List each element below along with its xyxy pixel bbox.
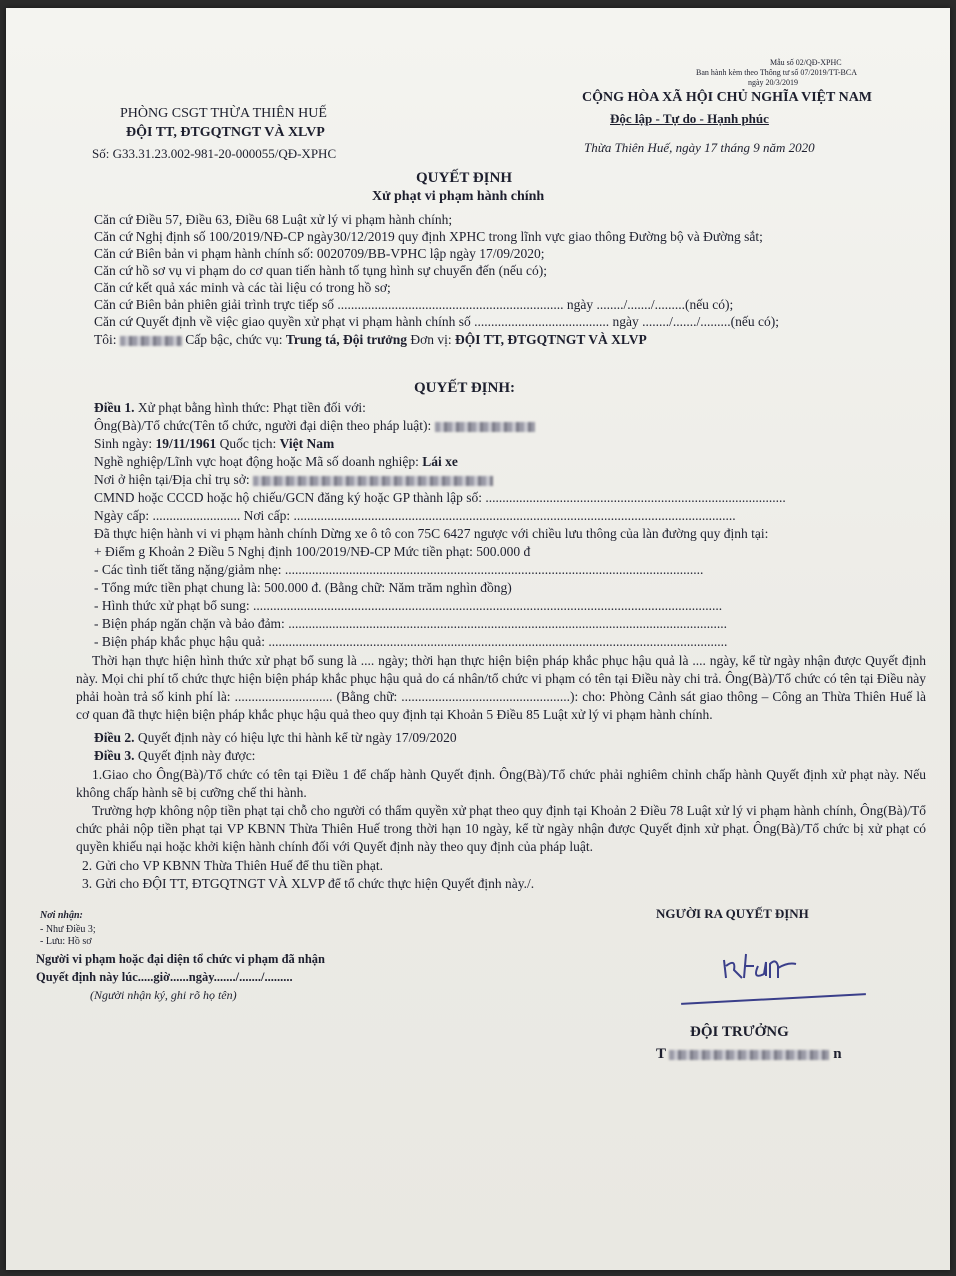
place-date: Thừa Thiên Huế, ngày 17 tháng 9 năm 2020 xyxy=(584,140,815,155)
job-label: Nghề nghiệp/Lĩnh vực hoạt động hoặc Mã số doanh nghiệp: xyxy=(94,454,419,469)
unit-label: Đơn vị: xyxy=(410,332,452,347)
violation-line: Đã thực hiện hành vi vi phạm hành chính Dừng xe ô tô con 75C 6427 ngược với chiều lưu thông của làn đường quy định tại: xyxy=(94,526,769,541)
document-subtitle: Xử phạt vi phạm hành chính xyxy=(372,189,545,204)
officer-prefix: Tôi: xyxy=(94,332,117,347)
redacted-person xyxy=(435,422,535,432)
article-3-text: Quyết định này được: xyxy=(137,748,256,763)
receipt-line-2: Quyết định này lúc.....giờ......ngày......./......./......... xyxy=(36,970,293,984)
person-line xyxy=(94,418,535,434)
article-3-item-2: 2. Gửi cho VP KBNN Thừa Thiên Huế để thu tiền phạt. xyxy=(82,858,383,873)
article-2 xyxy=(94,730,457,746)
article-3-item-3: 3. Gửi cho ĐỘI TT, ĐTGQTNGT VÀ XLVP để tổ chức thực hiện Quyết định này./. xyxy=(82,876,535,891)
officer-line xyxy=(94,332,647,348)
recipient-item: - Lưu: Hồ sơ xyxy=(40,936,92,947)
signer-heading: NGƯỜI RA QUYẾT ĐỊNH xyxy=(656,906,809,921)
basis-line: Căn cứ Nghị định số 100/2019/NĐ-CP ngày30/12/2019 quy định XPHC trong lĩnh vực giao thông Đường bộ và Đường sắt; xyxy=(94,229,763,244)
article-2-text: Quyết định này có hiệu lực thi hành kể từ ngày 17/09/2020 xyxy=(137,730,457,745)
signer-name xyxy=(656,1046,842,1063)
dob-value: 19/11/1961 xyxy=(155,436,217,451)
agency-name: PHÒNG CSGT THỪA THIÊN HUẾ xyxy=(120,106,327,121)
article-1-label: Điều 1. xyxy=(94,400,135,415)
signer-title: ĐỘI TRƯỞNG xyxy=(690,1024,789,1040)
remedy-line: - Biện pháp khắc phục hậu quả: ........................................................................................................................................ xyxy=(94,634,728,649)
form-number: Mẫu số 02/QĐ-XPHC xyxy=(770,58,842,67)
basis-line: Căn cứ kết quả xác minh và các tài liệu có trong hồ sơ; xyxy=(94,280,391,295)
basis-line: Căn cứ Biên bản phiên giải trình trực tiếp số ................................................................... ngày ......../......./.........(nếu có); xyxy=(94,297,734,312)
remedy-paragraph: Thời hạn thực hiện hình thức xử phạt bổ sung là .... ngày; thời hạn thực hiện biện pháp khắc phục hậu quả là .... ngày, kể từ ngày nhận được Quyết định này. Mọi chi phí tổ chức thực hiện biện pháp khắc phục hậu quả do cá nhân/tổ chức vi phạm có tên tại Điều này chi trả. Ông(Bà)/Tổ chức có tên tại Điều này phải hoàn trả số kinh phí là: ............................. (Bằng chữ: ..................................................): cho: Phòng Cảnh sát giao thông – Công an Thừa Thiên Huế là cơ quan đã thực hiện biện pháp khắc phục hậu quả theo quy định tại Khoản 5 Điều 85 Luật xử lý vi phạm hành chính. xyxy=(76,653,926,722)
form-issuance: Ban hành kèm theo Thông tư số 07/2019/TT-BCA xyxy=(696,68,857,77)
recipients-label: Nơi nhận: xyxy=(40,910,83,921)
prevent-line: - Biện pháp ngăn chặn và bảo đảm: .................................................................................................................................. xyxy=(94,616,727,631)
person-label: Ông(Bà)/Tổ chức(Tên tổ chức, người đại diện theo pháp luật): xyxy=(94,418,432,433)
address-label: Nơi ở hiện tại/Địa chỉ trụ sở: xyxy=(94,472,250,487)
form-date: ngày 20/3/2019 xyxy=(748,78,798,87)
article-2-label: Điều 2. xyxy=(94,730,135,745)
nation-label: Quốc tịch: xyxy=(219,436,277,451)
issue-line: Ngày cấp: .......................... Nơi cấp: ................................................................................................................................... xyxy=(94,508,736,523)
total-line: - Tổng mức tiền phạt chung là: 500.000 đ. (Bằng chữ: Năm trăm nghìn đồng) xyxy=(94,580,512,595)
nation-value: Việt Nam xyxy=(279,436,335,451)
dob-label: Sinh ngày: xyxy=(94,436,153,451)
unit-value: ĐỘI TT, ĐTGQTNGT VÀ XLVP xyxy=(455,332,647,347)
basis-line: Căn cứ Điều 57, Điều 63, Điều 68 Luật xử lý vi phạm hành chính; xyxy=(94,212,453,227)
national-motto: Độc lập - Tự do - Hạnh phúc xyxy=(610,111,769,126)
receipt-line-1: Người vi phạm hoặc đại diện tổ chức vi phạm đã nhận xyxy=(36,952,325,966)
signer-name-last: n xyxy=(833,1046,842,1062)
article-3 xyxy=(94,748,255,764)
id-line: CMND hoặc CCCD hoặc hộ chiếu/GCN đăng ký hoặc GP thành lập số: ......................................................................................... xyxy=(94,490,786,505)
basis-line: Căn cứ Biên bản vi phạm hành chính số: 0020709/BB-VPHC lập ngày 17/09/2020; xyxy=(94,246,545,261)
basis-line: Căn cứ hồ sơ vụ vi phạm do cơ quan tiến hành tố tụng hình sự chuyển đến (nếu có); xyxy=(94,263,547,278)
basis-line: Căn cứ Quyết định về việc giao quyền xử phạt vi phạm hành chính số ........................................ ngày ......../......./.........(nếu có); xyxy=(94,314,780,329)
dob-line xyxy=(94,436,334,452)
decision-heading: QUYẾT ĐỊNH: xyxy=(414,380,515,396)
document-page xyxy=(6,8,950,1270)
article-1-heading xyxy=(94,400,366,416)
article-1-text: Xử phạt bằng hình thức: Phạt tiền đối với: xyxy=(137,400,366,415)
additional-line: - Hình thức xử phạt bổ sung: ........................................................................................................................................... xyxy=(94,598,723,613)
country-name: CỘNG HÒA XÃ HỘI CHỦ NGHĨA VIỆT NAM xyxy=(582,90,873,105)
aggravating-line: - Các tình tiết tăng nặng/giảm nhẹ: ............................................................................................................................ xyxy=(94,562,704,577)
article-3-item-1b: Trường hợp không nộp tiền phạt tại chỗ cho người có thẩm quyền xử phạt theo quy định tại Khoản 2 Điều 78 Luật xử lý vi phạm hành chính, Ông(Bà)/Tổ chức phải nộp tiền phạt tại VP KBNN Thừa Thiên Huế trong thời hạn 10 ngày, kể từ ngày nhận được Quyết định xử phạt. Ông(Bà)/Tổ chức bị xử phạt có quyền khiếu nại hoặc khởi kiện hành chính đối với Quyết định này theo quy định của pháp luật. xyxy=(76,803,926,854)
document-title: QUYẾT ĐỊNH xyxy=(416,170,512,186)
article-3-label: Điều 3. xyxy=(94,748,135,763)
signature-underline xyxy=(681,993,866,1005)
job-line xyxy=(94,454,458,470)
signature xyxy=(718,944,808,994)
redacted-name xyxy=(120,336,182,346)
address-line xyxy=(94,472,493,488)
rank-label: Cấp bậc, chức vụ: xyxy=(185,332,283,347)
redacted-address xyxy=(253,476,493,486)
unit-name: ĐỘI TT, ĐTGQTNGT VÀ XLVP xyxy=(126,125,325,140)
article-3-item-1: 1.Giao cho Ông(Bà)/Tổ chức có tên tại Điều 1 để chấp hành Quyết định. Ông(Bà)/Tổ chức phải nghiêm chỉnh chấp hành Quyết định xử phạt này. Nếu không chấp hành sẽ bị cưỡng chế thi hành. xyxy=(76,767,926,800)
signer-name-first: T xyxy=(656,1046,666,1062)
redacted-signer-name xyxy=(669,1050,829,1060)
rank-value: Trung tá, Đội trưởng xyxy=(285,332,407,347)
job-value: Lái xe xyxy=(422,454,458,469)
clause-line: + Điểm g Khoản 2 Điều 5 Nghị định 100/2019/NĐ-CP Mức tiền phạt: 500.000 đ xyxy=(94,544,531,559)
recipient-item: - Như Điều 3; xyxy=(40,924,96,935)
decision-number: Số: G33.31.23.002-981-20-000055/QĐ-XPHC xyxy=(92,146,337,161)
receipt-line-3: (Người nhận ký, ghi rõ họ tên) xyxy=(90,988,237,1002)
